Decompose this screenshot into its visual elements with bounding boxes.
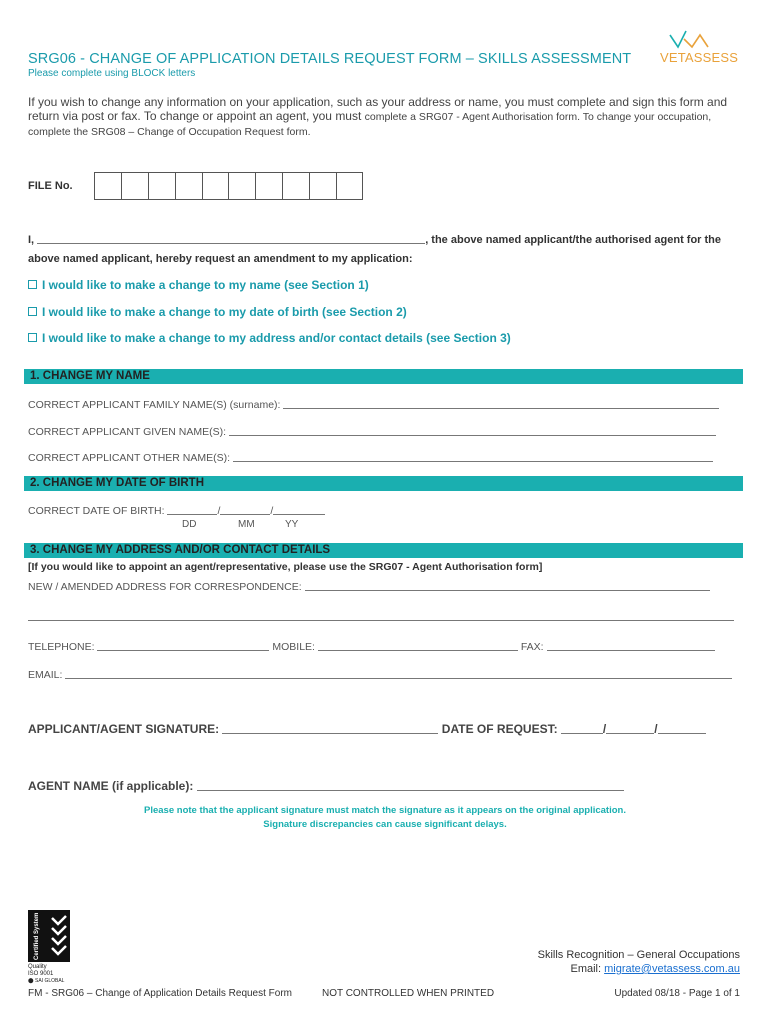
given-name-label: CORRECT APPLICANT GIVEN NAME(S): [28, 426, 226, 438]
contact-email-link[interactable]: migrate@vetassess.com.au [604, 963, 740, 975]
file-no-label: FILE No. [28, 180, 73, 192]
fax-label: FAX: [520, 641, 544, 653]
email-field[interactable] [65, 669, 732, 679]
telephone-label: TELEPHONE: [28, 641, 95, 653]
checkbox-icon[interactable] [28, 280, 37, 289]
mobile-label: MOBILE: [272, 641, 315, 653]
checkbox-icon[interactable] [28, 307, 37, 316]
dob-year-field[interactable] [273, 505, 325, 515]
file-no-box[interactable] [336, 172, 363, 200]
request-day-field[interactable] [561, 724, 603, 734]
intro-text-small: complete a SRG07 - Agent Authorisation form. To change your occupation, complete the SRG08 – Change of Occupation Request form. [28, 111, 712, 138]
email-label: EMAIL: [28, 669, 63, 681]
mobile-field[interactable] [318, 641, 518, 651]
email-row [28, 669, 732, 681]
signature-notice-line2: Signature discrepancies can cause significant delays. [263, 819, 507, 830]
file-no-box[interactable] [309, 172, 336, 200]
checkbox-icon[interactable] [28, 333, 37, 342]
footer-page-info: Updated 08/18 - Page 1 of 1 [614, 988, 740, 999]
option-change-name[interactable] [28, 278, 369, 292]
file-no-box[interactable] [202, 172, 229, 200]
declaration-line2: above named applicant, hereby request an amendment to my application: [28, 253, 413, 265]
certified-badge-text: Certified System [34, 912, 40, 960]
section1-heading: 1. CHANGE MY NAME [24, 369, 743, 384]
dob-yy-label: YY [285, 519, 299, 530]
logo-text: VETASSESS [660, 50, 739, 65]
declaration [28, 231, 743, 269]
option-label: I would like to make a change to my date of birth (see Section 2) [42, 305, 407, 319]
file-no-box[interactable] [175, 172, 202, 200]
signature-field[interactable] [222, 724, 438, 734]
other-name-field[interactable] [233, 452, 713, 462]
address-row-2 [28, 611, 734, 623]
cert-body: ⬤ SAI GLOBAL [28, 978, 65, 984]
other-name-row [28, 452, 713, 464]
footer-control-notice: NOT CONTROLLED WHEN PRINTED [322, 988, 495, 999]
file-no-box[interactable] [282, 172, 309, 200]
certified-badge-graphic [28, 910, 70, 962]
fax-field[interactable] [547, 641, 715, 651]
logo-mark-icon [660, 25, 740, 51]
other-name-label: CORRECT APPLICANT OTHER NAME(S): [28, 452, 231, 464]
declaration-line1-suffix: , the above named applicant/the authorised agent for the [425, 234, 722, 246]
dob-dd-label: DD [182, 519, 197, 530]
signature-label: APPLICANT/AGENT SIGNATURE: [28, 722, 220, 736]
agent-name-label: AGENT NAME (if applicable): [28, 779, 194, 793]
dob-label: CORRECT DATE OF BIRTH: [28, 505, 165, 517]
given-name-row [28, 426, 716, 438]
request-year-field[interactable] [658, 724, 706, 734]
dob-month-field[interactable] [220, 505, 270, 515]
declarant-name-field[interactable] [37, 234, 425, 244]
contact-block [538, 948, 740, 976]
option-label: I would like to make a change to my name (see Section 1) [42, 278, 369, 292]
intro-paragraph [28, 95, 743, 139]
agent-name-row [28, 779, 624, 793]
address-field-line2[interactable] [28, 611, 734, 621]
cert-iso: ISO 9001 [28, 971, 54, 977]
address-row [28, 581, 710, 593]
file-no-box[interactable] [121, 172, 148, 200]
section2-heading: 2. CHANGE MY DATE OF BIRTH [24, 476, 743, 491]
cert-body-text: SAI GLOBAL [35, 978, 65, 984]
file-no-box[interactable] [94, 172, 121, 200]
family-name-field[interactable] [283, 399, 719, 409]
agent-name-field[interactable] [197, 781, 624, 791]
dob-mm-label: MM [238, 519, 255, 530]
address-field[interactable] [305, 581, 710, 591]
contact-email-row [538, 962, 740, 976]
option-label: I would like to make a change to my address and/or contact details (see Section 3) [42, 331, 511, 345]
section3-heading: 3. CHANGE MY ADDRESS AND/OR CONTACT DETAILS [24, 543, 743, 558]
vetassess-logo [660, 25, 740, 67]
request-month-field[interactable] [606, 724, 654, 734]
address-label: NEW / AMENDED ADDRESS FOR CORRESPONDENCE: [28, 581, 302, 593]
contact-email-label: Email: [570, 963, 602, 975]
option-change-address[interactable] [28, 331, 511, 345]
department-name: Skills Recognition – General Occupations [537, 949, 740, 961]
telephone-field[interactable] [97, 641, 269, 651]
file-no-box[interactable] [148, 172, 175, 200]
dob-day-field[interactable] [167, 505, 217, 515]
file-no-boxes[interactable] [94, 172, 363, 200]
request-date-label: DATE OF REQUEST: [441, 722, 558, 736]
form-subtitle: Please complete using BLOCK letters [28, 68, 196, 79]
option-change-dob[interactable] [28, 305, 407, 319]
signature-row: APPLICANT/AGENT SIGNATURE: DATE OF REQUEST: / / [28, 722, 706, 736]
cert-quality: Quality [28, 964, 47, 970]
phone-row [28, 641, 715, 653]
family-name-label: CORRECT APPLICANT FAMILY NAME(S) (surname): [28, 399, 281, 411]
certified-system-badge [28, 910, 70, 976]
family-name-row [28, 399, 719, 411]
file-no-box[interactable] [255, 172, 282, 200]
form-title: SRG06 - CHANGE OF APPLICATION DETAILS REQUEST FORM – SKILLS ASSESSMENT [28, 51, 632, 67]
intro-text-main: If you wish to change any information on your application, such as your address or name, you must complete and sign this form and return via post or fax. To change or appoint an agent, you must [28, 95, 728, 123]
declaration-prefix: I, [28, 234, 35, 246]
given-name-field[interactable] [229, 426, 716, 436]
dob-row: CORRECT DATE OF BIRTH: / / [28, 505, 325, 517]
file-no-box[interactable] [228, 172, 255, 200]
agent-form-note: [If you would like to appoint an agent/representative, please use the SRG07 - Agent Authorisation form] [28, 561, 543, 573]
signature-notice-line1: Please note that the applicant signature must match the signature as it appears on the original application. [144, 805, 626, 816]
footer-form-name: FM - SRG06 – Change of Application Details Request Form [28, 988, 293, 999]
